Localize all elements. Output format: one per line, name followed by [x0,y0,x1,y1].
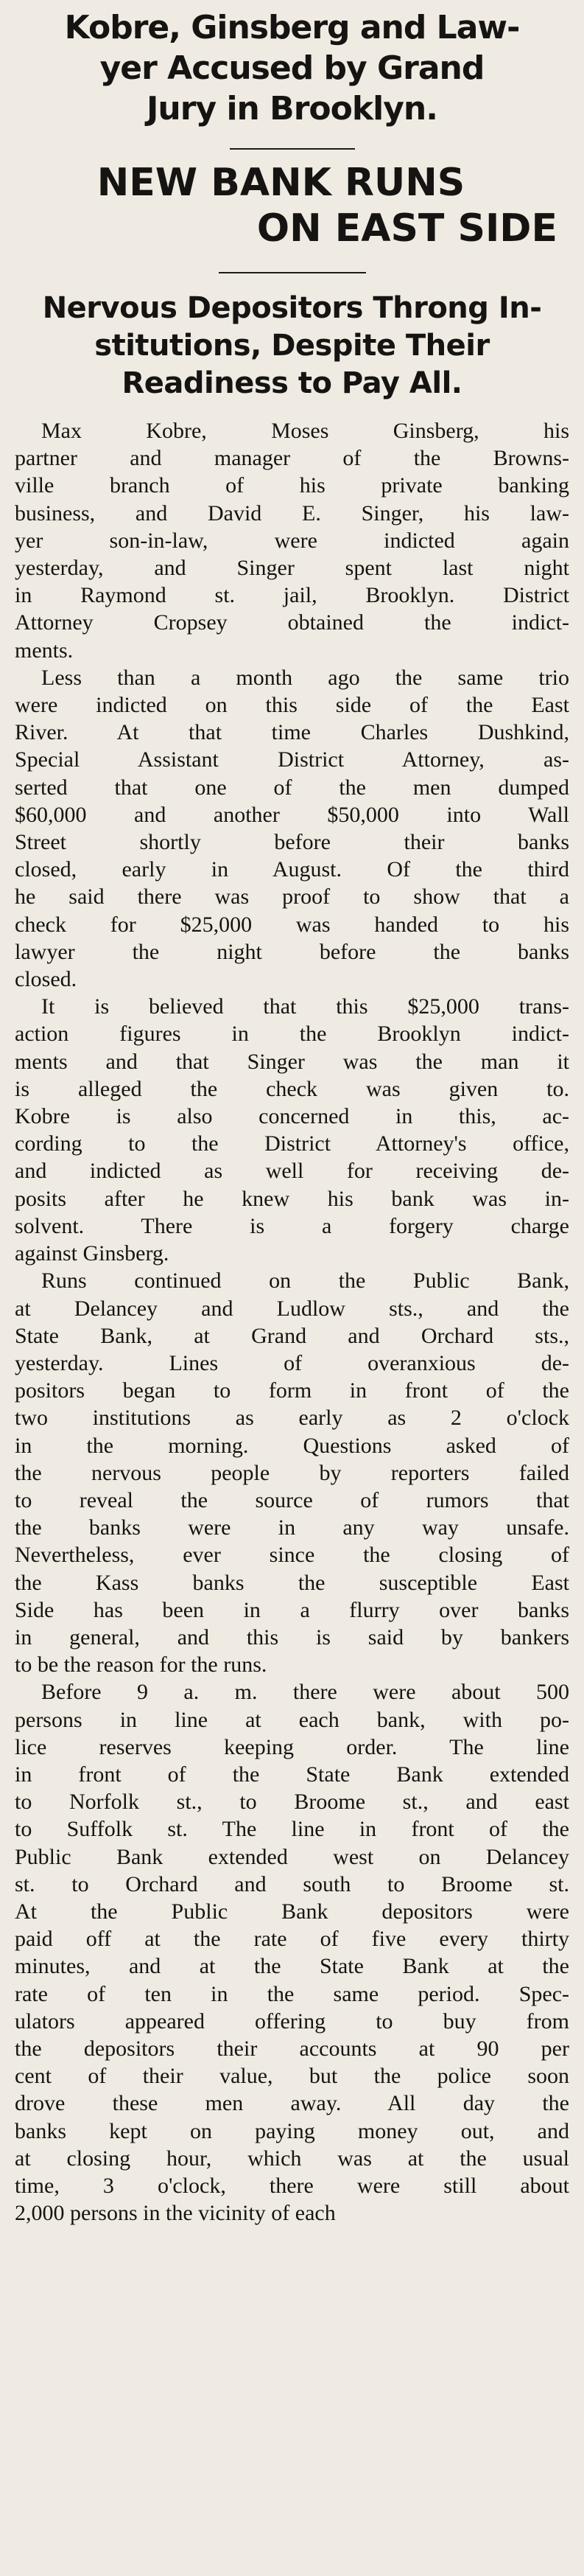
article-line: partner and manager of the Browns- [15,446,569,471]
article-line: yesterday, and Singer spent last night [15,556,569,581]
headline-divider [219,272,366,273]
article-line: action figures in the Brooklyn indict- [15,1022,569,1047]
article-line: Kobre is also concerned in this, ac- [15,1104,569,1129]
article-line: yer son-in-law, were indicted again [15,528,569,553]
headline-top-line: yer Accused by Grand [99,49,485,87]
headline-deck-line: Nervous Depositors Throng In- [42,291,542,325]
article-line: Nevertheless, ever since the closing of [15,1543,569,1568]
article-line: Attorney Cropsey obtained the indict- [15,610,569,635]
headline-top-line: Kobre, Ginsberg and Law- [64,9,520,46]
article-line: the nervous people by reporters failed [15,1460,569,1485]
headline-main-line: NEW BANK RUNS [96,161,465,205]
article-line: lawyer the night before the banks [15,939,569,964]
article-line: minutes, and at the State Bank at the [15,1954,569,1979]
headline-top [15,7,569,129]
article-line: Runs continued on the Public Bank, [41,1268,569,1294]
article-line: rate of ten in the same period. Spec- [15,1981,569,2006]
article-line: State Bank, at Grand and Orchard sts., [15,1323,569,1348]
article-line: in front of the State Bank extended [15,1762,569,1787]
article-line: cent of their value, but the police soon [15,2064,569,2089]
article-line: banks kept on paying money out, and [15,2118,569,2143]
headline-deck-line: stitutions, Despite Their [94,329,490,363]
article-line: in Raymond st. jail, Brooklyn. District [15,583,569,608]
article-line: Special Assistant District Attorney, as- [15,747,569,772]
article-line: against Ginsberg. [15,1241,169,1266]
article-line: $60,000 and another $50,000 into Wall [15,802,569,827]
article-line: in general, and this is said by bankers [15,1624,569,1650]
article-line: persons in line at each bank, with po- [15,1707,569,1732]
article-line: check for $25,000 was handed to his [15,912,569,937]
headline-main-line: ON EAST SIDE [256,206,557,251]
article-line: time, 3 o'clock, there were still about [15,2174,569,2198]
article-line: at closing hour, which was at the usual [15,2146,569,2171]
article-line: in the morning. Questions asked of [15,1433,569,1458]
headline-main [15,160,569,251]
article-line: Less than a month ago the same trio [41,665,569,690]
article-line: at Delancey and Ludlow sts., and the [15,1296,569,1321]
article-line: two institutions as early as 2 o'clock [15,1406,569,1431]
article-line: to Suffolk st. The line in front of the [15,1817,569,1842]
article-line: cording to the District Attorney's office, [15,1131,569,1156]
article-line: ments. [15,638,74,663]
headline-divider [230,148,355,150]
article-line: paid off at the rate of five every thirty [15,1927,569,1952]
article-line: were indicted on this side of the East [15,693,569,718]
article-paragraph [15,664,569,993]
article-line: It is believed that this $25,000 trans- [41,994,569,1019]
article-paragraph [15,1267,569,1678]
article-line: is alleged the check was given to. [15,1076,569,1101]
headline-top-line: Jury in Brooklyn. [147,90,437,128]
article-line: the banks were in any way unsafe. [15,1515,569,1540]
article-line: closed. [15,967,77,992]
article-line: serted that one of the men dumped [15,775,569,800]
article-line: ville branch of his private banking [15,473,569,498]
article-line: Max Kobre, Moses Ginsberg, his [41,419,569,443]
article-line: positors began to form in front of the [15,1378,569,1403]
article-line: Street shortly before their banks [15,830,569,855]
article-line: ments and that Singer was the man it [15,1049,569,1074]
article-line: 2,000 persons in the vicinity of each [15,2201,336,2226]
article-line: drove these men away. All day the [15,2091,569,2116]
article-line: closed, early in August. Of the third [15,857,569,882]
article-line: posits after he knew his bank was in- [15,1186,569,1211]
article-line: to Norfolk st., to Broome st., and east [15,1790,569,1815]
article-line: Public Bank extended west on Delancey [15,1844,569,1869]
headline-deck-line: Readiness to Pay All. [122,366,462,400]
article-line: the Kass banks the susceptible East [15,1570,569,1595]
article-body [15,417,569,2227]
article-line: Before 9 a. m. there were about 500 [41,1680,569,1705]
article-line: At the Public Bank depositors were [15,1899,569,1924]
article-paragraph [15,1678,569,2227]
article-line: st. to Orchard and south to Broome st. [15,1871,569,1896]
article-line: he said there was proof to show that a [15,884,569,910]
article-line: Side has been in a flurry over banks [15,1597,569,1622]
article-line: business, and David E. Singer, his law- [15,500,569,526]
article-paragraph [15,417,569,664]
article-line: lice reserves keeping order. The line [15,1734,569,1759]
article-line: River. At that time Charles Dushkind, [15,720,569,745]
article-line: to reveal the source of rumors that [15,1487,569,1512]
article-line: the depositors their accounts at 90 per [15,2036,569,2061]
article-line: to be the reason for the runs. [15,1652,267,1678]
article-line: ulators appeared offering to buy from [15,2008,569,2034]
article-line: and indicted as well for receiving de- [15,1159,569,1184]
article-paragraph [15,993,569,1267]
headline-deck [15,290,569,402]
article-line: yesterday. Lines of overanxious de- [15,1350,569,1375]
article-line: solvent. There is a forgery charge [15,1213,569,1238]
